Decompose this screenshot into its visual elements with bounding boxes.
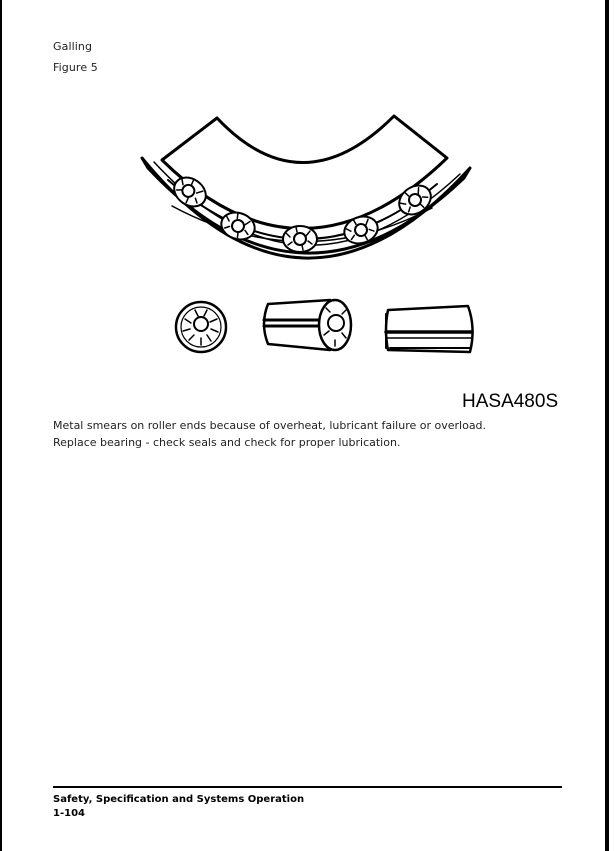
description-line-1: Metal smears on roller ends because of overheat, lubricant failure or overload. — [53, 419, 487, 432]
bearing-galling-illustration — [132, 108, 482, 358]
description-line-2: Replace bearing - check seals and check for proper lubrication. — [53, 436, 401, 449]
figure-label: Figure 5 — [53, 61, 98, 74]
footer-title: Safety, Specification and Systems Operation — [53, 794, 305, 805]
footer-divider — [53, 786, 562, 788]
section-title: Galling — [53, 40, 93, 53]
roller-side-view — [386, 306, 473, 352]
roller-side-view-galled — [264, 300, 351, 350]
page-number: 1-104 — [53, 808, 85, 819]
figure-code: HASA480S — [462, 391, 559, 412]
roller-end-view — [176, 302, 226, 352]
